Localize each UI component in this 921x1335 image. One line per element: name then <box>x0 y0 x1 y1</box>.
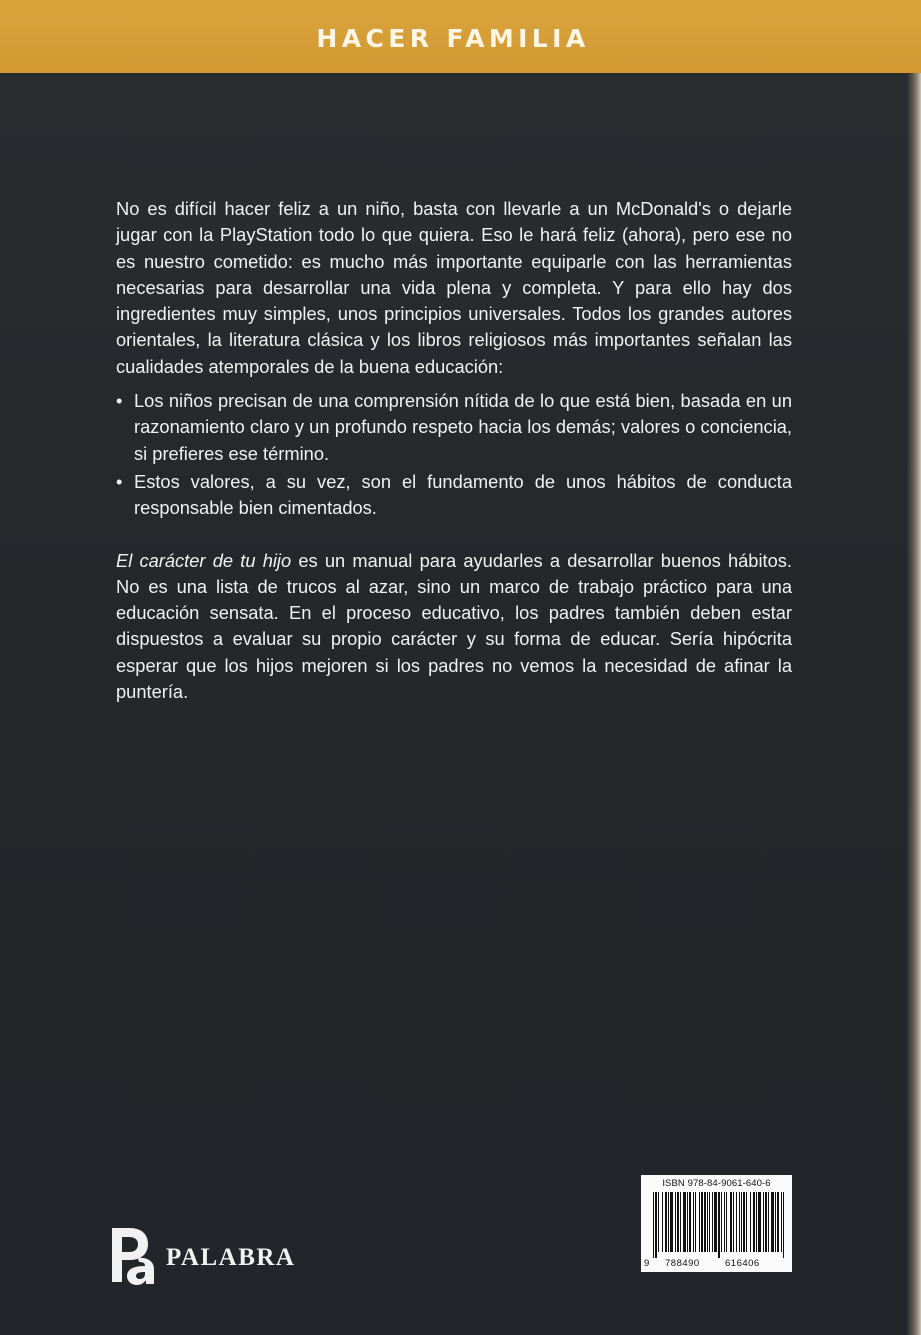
barcode-bar <box>712 1192 713 1252</box>
barcode-bar <box>726 1192 727 1252</box>
bullet-icon: • <box>116 470 123 492</box>
barcode-bar <box>721 1192 722 1252</box>
barcode-bar <box>736 1192 737 1252</box>
barcode-bar <box>765 1192 767 1252</box>
barcode-bar <box>677 1192 679 1252</box>
blurb-paragraph-1: No es difícil hacer feliz a un niño, basta con llevarle a un McDonald's o dejarle jugar con la PlayStation todo lo que quiera. Eso le hará feliz (ahora), pero ese no es nuestro cometido: es mucho más importante equiparle con las herramientas necesarias para desarrollar una vida plena y completa. Y para ello hay dos ingredientes muy simples, unos principios universales. Todos los grandes autores orientales, la literatura clásica y los libros religiosos más importantes señalan las cualidades atemporales de la buena educación: <box>116 198 792 377</box>
barcode-bar <box>743 1192 745 1252</box>
barcode-bar <box>655 1192 657 1258</box>
barcode-bar <box>709 1192 710 1252</box>
blurb-text <box>116 196 792 705</box>
barcode-bar <box>658 1192 659 1252</box>
barcode-bar <box>687 1192 688 1252</box>
barcode-bar <box>758 1192 761 1252</box>
barcode-bar <box>695 1192 696 1252</box>
barcode-bar <box>730 1192 732 1252</box>
barcode-digits <box>641 1258 792 1270</box>
barcode-bars <box>653 1192 787 1258</box>
blurb-bullet-list <box>116 388 792 521</box>
barcode-bar <box>668 1192 669 1252</box>
blurb-bullet-text: Los niños precisan de una comprensión nítida de lo que está bien, basada en un razonamiento claro y un profundo respeto hacia los demás; valores o conciencia, si prefieres ese término. <box>134 390 792 464</box>
barcode-bar <box>781 1192 782 1252</box>
barcode-bar <box>665 1192 667 1252</box>
barcode-digits-right: 616406 <box>725 1258 760 1269</box>
barcode-bar <box>680 1192 681 1252</box>
barcode-bar <box>777 1192 779 1252</box>
barcode-bar <box>718 1192 720 1258</box>
barcode-bar <box>670 1192 673 1252</box>
blurb-bullet-text: Estos valores, a su vez, son el fundamento de unos hábitos de conducta responsable bien cimentados. <box>134 470 792 519</box>
book-title: El carácter de tu hijo <box>116 549 292 571</box>
blurb-bullet-item <box>116 469 792 522</box>
barcode-bar <box>746 1192 747 1252</box>
isbn-label: ISBN 978-84-9061-640-6 <box>662 1178 771 1189</box>
barcode-bar <box>783 1192 784 1258</box>
barcode-bar <box>653 1192 654 1258</box>
barcode-bar <box>675 1192 676 1252</box>
barcode-bar <box>768 1192 769 1252</box>
barcode-bar <box>753 1192 755 1252</box>
bullet-icon: • <box>116 390 123 412</box>
barcode-bar <box>763 1192 764 1252</box>
barcode-bar <box>693 1192 694 1252</box>
barcode-bar <box>683 1192 686 1252</box>
barcode-bar <box>741 1192 742 1252</box>
blurb-paragraph-2 <box>116 548 792 706</box>
barcode-bar <box>750 1192 751 1252</box>
barcode-bar <box>756 1192 757 1252</box>
series-title: HACER FAMILIA <box>316 24 590 53</box>
barcode-digit-first: 9 <box>644 1258 650 1269</box>
series-band <box>0 0 921 73</box>
barcode-bar <box>724 1192 725 1252</box>
barcode-bar <box>739 1192 740 1252</box>
barcode-digits-left: 788490 <box>665 1258 700 1269</box>
barcode-bar <box>699 1192 700 1252</box>
spine-edge <box>907 0 921 1335</box>
barcode-bar <box>704 1192 706 1252</box>
barcode-bar <box>701 1192 703 1252</box>
palabra-pa-logo-icon <box>108 1222 158 1288</box>
isbn-barcode <box>641 1175 792 1272</box>
barcode-bar <box>689 1192 691 1252</box>
barcode-bar <box>733 1192 734 1252</box>
barcode-bar <box>707 1192 708 1252</box>
barcode-bar <box>662 1192 663 1252</box>
barcode-bar <box>771 1192 774 1252</box>
blurb-paragraph-2-text: es un manual para ayudarles a desarrollar buenos hábitos. No es una lista de trucos al azar, sino un marco de trabajo práctico para una educación sensata. En el proceso educativo, los padres también deben estar dispuestos a evaluar su propio carácter y su forma de educar. Sería hipócrita esperar que los hijos mejoren si los padres no vemos la necesidad de afinar la puntería. <box>116 549 792 703</box>
blurb-bullet-item <box>116 388 792 467</box>
barcode-bar <box>775 1192 776 1252</box>
barcode-bar <box>714 1192 717 1252</box>
publisher-name: PALABRA <box>166 1244 296 1271</box>
